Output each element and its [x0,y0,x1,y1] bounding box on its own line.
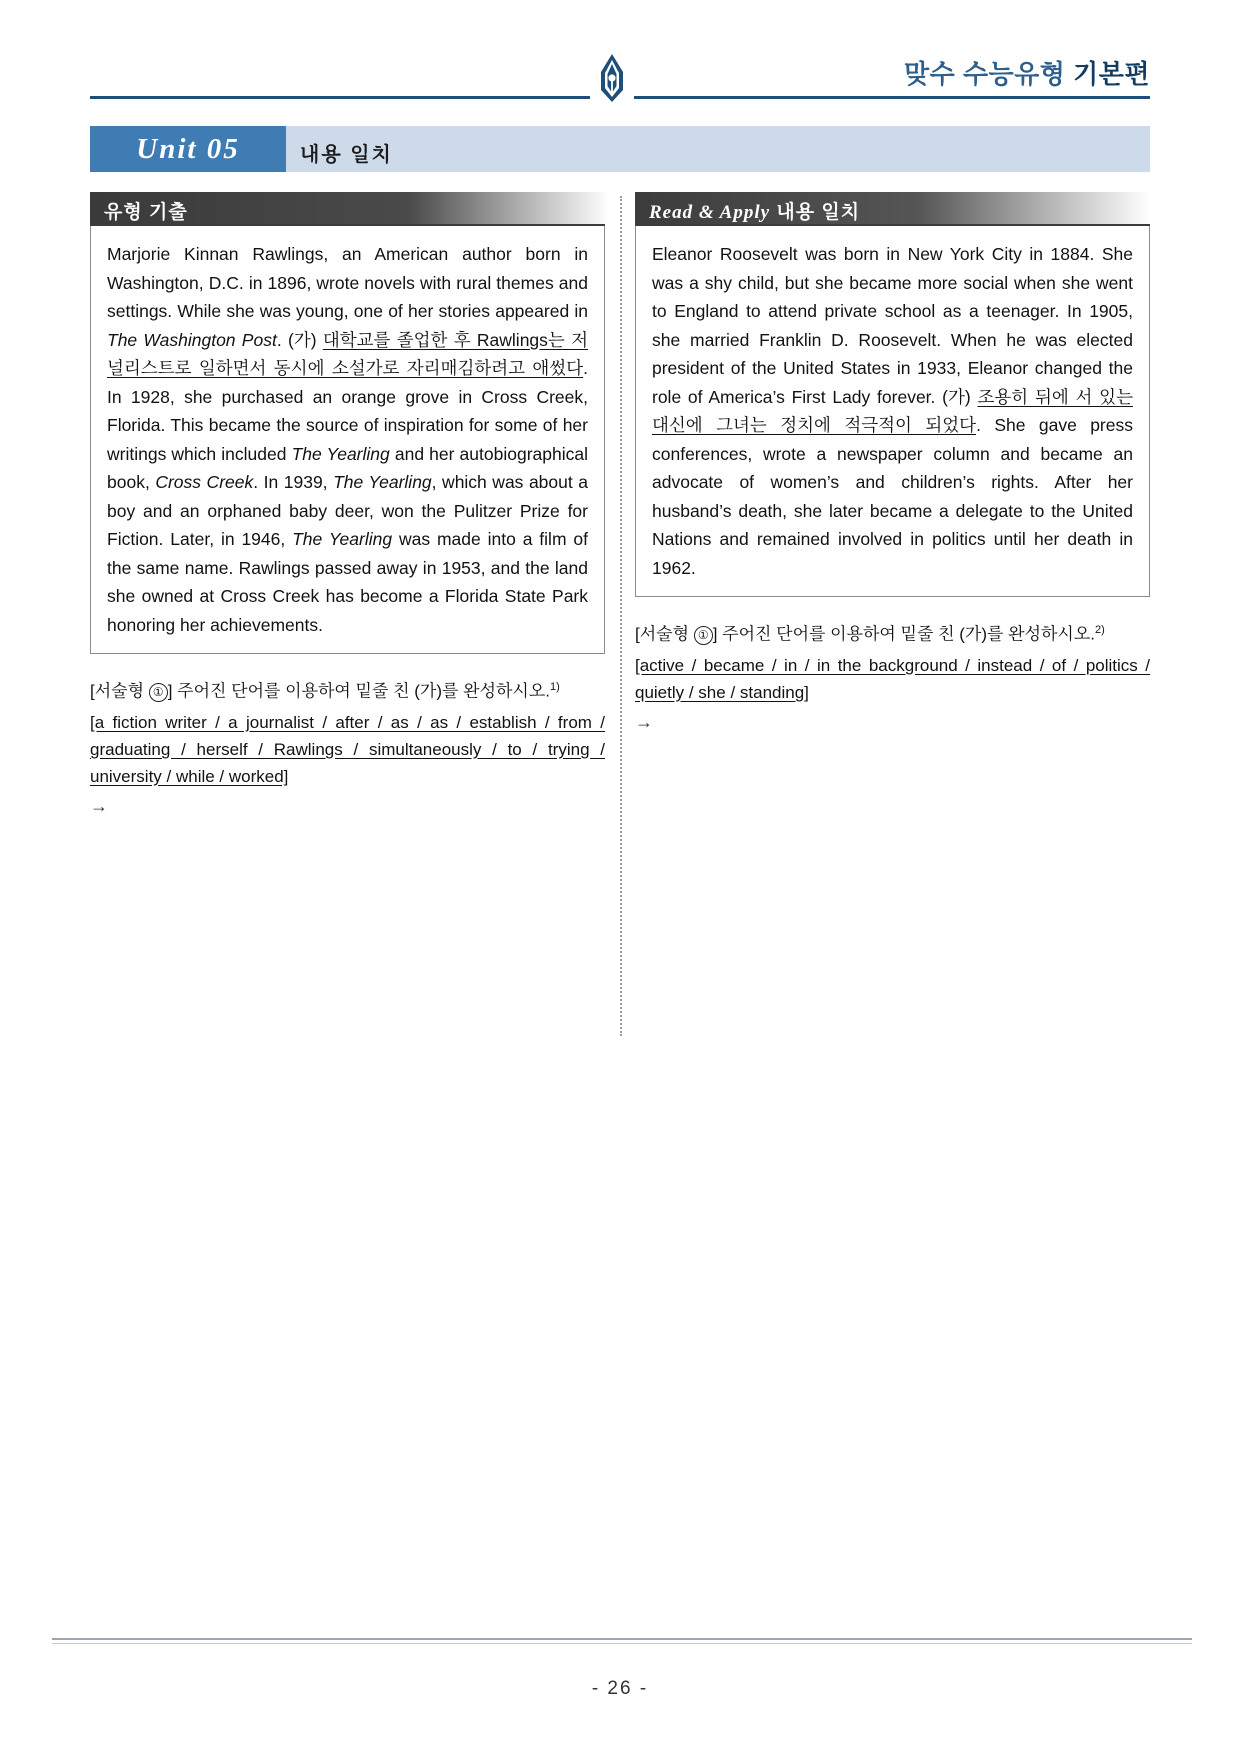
left-passage-part1: Marjorie Kinnan Rawlings, an American author born in Washington, D.C. in 1896, wrote novels with rural themes and settings. While she was young, one of her stories appeared in [107,244,588,321]
left-passage-italic-yearling-1: The Yearling [291,443,390,464]
left-question-block [90,674,605,820]
right-question-prompt-after: ] 주어진 단어를 이용하여 밑줄 친 (가)를 완성하시오. [712,624,1095,644]
left-passage-part5: . In 1939, [253,472,334,492]
right-section-header [635,192,1150,226]
right-question-block [635,617,1150,736]
right-section-title-en: Read & Apply [649,202,771,223]
left-word-bank: [a fiction writer / a journalist / after / as / as / establish / from / graduating / herself / Rawlings / simultaneously / to / trying / university / while / worked] [90,712,605,786]
unit-topic-label: 내용 일치 [300,144,393,166]
left-passage-box [90,226,605,654]
unit-banner [90,126,1150,172]
left-column [90,192,605,820]
right-question-prompt-before: [서술형 [635,624,694,644]
right-passage-part2: . She gave press conferences, wrote a newspaper column and became an advocate of women’s and children’s rights. After her husband’s death, she later became a delegate to the United Nations and remained involved in politics until her death in 1962. [652,415,1133,578]
right-passage-part1: Eleanor Roosevelt was born in New York City in 1884. She was a shy child, but she became more social when she went to England to attend private school as a teenager. In 1905, she married Franklin D. Roosevelt. When he was elected president of the United States in 1933, Eleanor changed the role of America’s First Lady forever. (가) [652,244,1133,407]
left-question-prompt-before: [서술형 [90,681,149,701]
footer-rule-bottom [52,1643,1192,1644]
left-section-header [90,192,605,226]
column-divider [620,196,622,1036]
left-answer-arrow: → [90,795,108,816]
right-answer-arrow: → [635,711,653,732]
book-title [890,54,1150,91]
right-passage-underlined-korean: 조용히 뒤에 서 있는 대신에 그녀는 정치에 적극적이 되었다 [652,386,1133,435]
right-section-title-ko: 내용 일치 [776,202,861,223]
left-question-prompt [90,674,605,705]
left-question-prompt-after: ] 주어진 단어를 이용하여 밑줄 친 (가)를 완성하시오. [167,681,550,701]
right-section-title [649,197,860,224]
left-passage-part7: was made into a film of the same name. Rawlings passed away in 1953, and the land she owned at Cross Creek has become a Florida State Park honoring her achievements. [107,529,588,635]
unit-number-label: Unit 05 [90,126,286,172]
right-word-bank: [active / became / in / in the background / instead / of / politics / quietly / she / standing] [635,655,1150,702]
page-number: - 26 - [591,1678,649,1699]
right-question-number: ① [694,626,713,645]
left-passage-part3: . In 1928, she purchased an orange grove in Cross Creek, Florida. This became the source of inspiration for some of her writings which included [107,358,588,464]
book-title-series: 맞수 수능유형 [903,59,1066,89]
left-passage-part2: . (가) [276,329,323,350]
left-question-footnote: 1) [550,681,560,693]
book-title-edition: 기본편 [1073,59,1150,89]
right-passage-box [635,226,1150,597]
fountain-pen-nib-icon [590,52,634,106]
left-section-title: 유형 기출 [104,202,188,223]
page-header [90,52,1150,112]
left-passage-underlined-korean: 대학교를 졸업한 후 Rawlings는 저널리스트로 일하면서 동시에 소설가로 자리매김하려고 애썼다 [107,329,588,378]
footer-rule-top [52,1638,1192,1640]
left-passage-part4: and her autobiographical book, [107,443,588,492]
right-column [635,192,1150,736]
right-question-prompt [635,617,1150,648]
right-question-footnote: 2) [1095,624,1105,636]
left-passage-part6: , which was about a boy and an orphaned baby deer, won the Pulitzer Prize for Fiction. Later, in 1946, [107,472,588,549]
left-passage-italic-yearling-2: The Yearling [333,472,432,492]
left-question-number: ① [149,683,168,702]
left-passage-italic-cross-creek: Cross Creek [155,472,254,492]
left-passage-italic-washington-post: The Washington Post [107,329,277,350]
left-passage-italic-yearling-3: The Yearling [292,529,393,549]
